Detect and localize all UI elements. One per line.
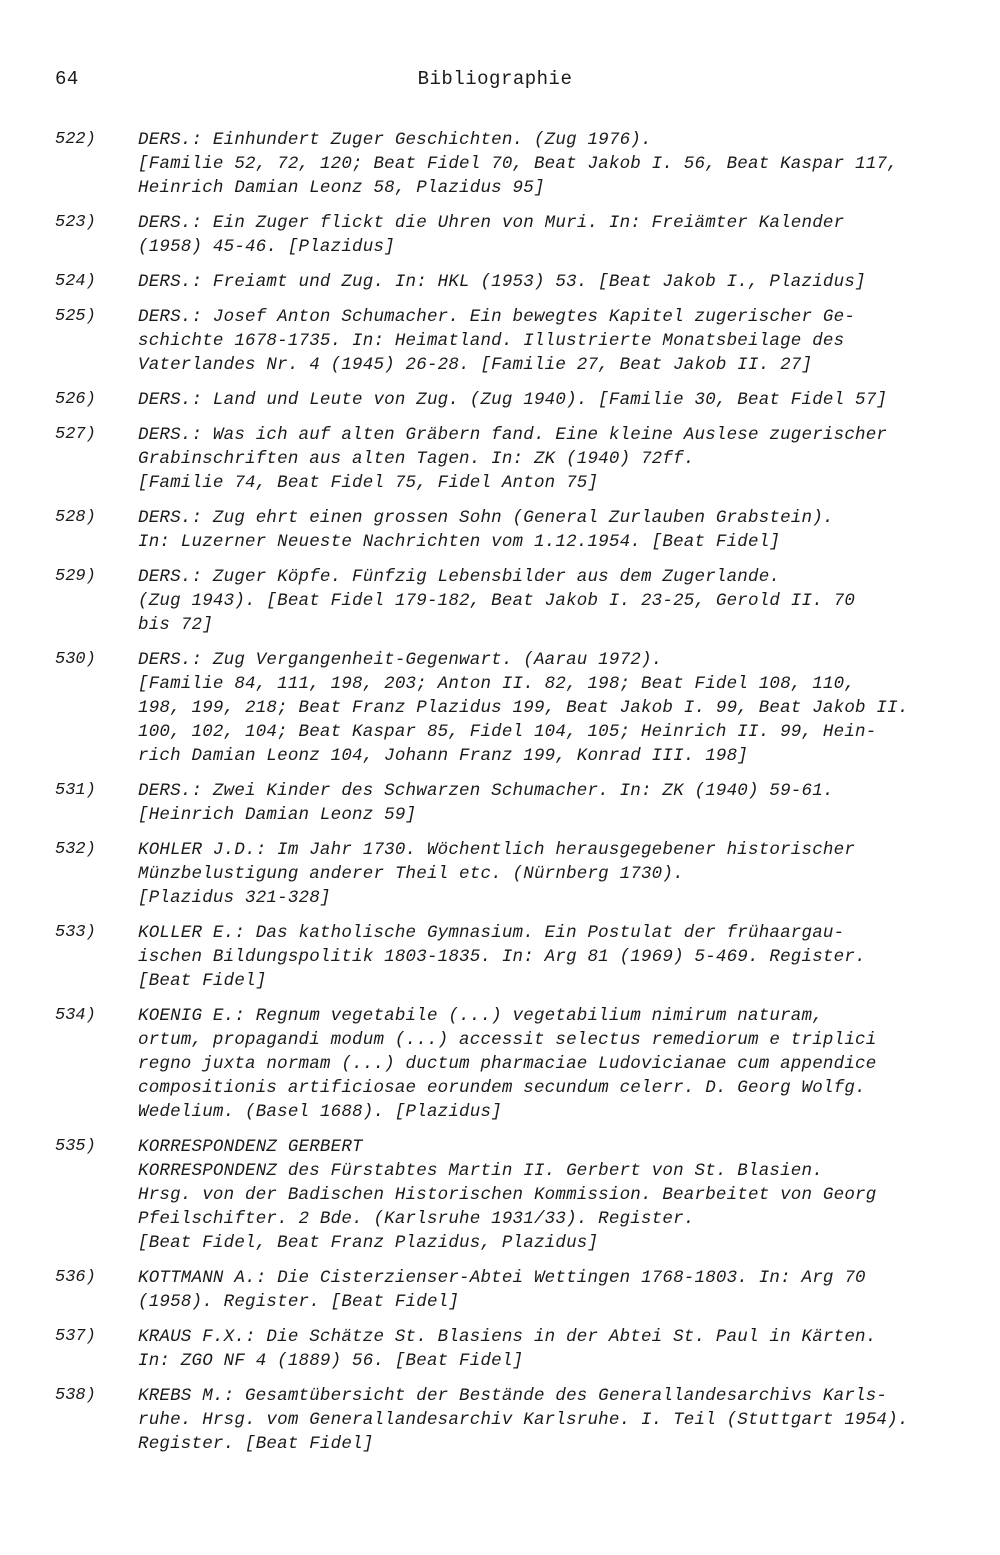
entry-line: KRAUS F.X.: Die Schätze St. Blasiens in der Abtei St. Paul in Kärten. [138,1327,877,1347]
entry-line: bis 72] [138,615,213,635]
bibliography-entry [0,305,1000,377]
entry-line: In: Luzerner Neueste Nachrichten vom 1.12.1954. [Beat Fidel] [138,532,781,552]
page-header [55,68,935,98]
entry-text [138,423,968,495]
entry-number: 523) [55,213,96,232]
entry-number: 525) [55,307,96,326]
entry-number: 531) [55,781,96,800]
entry-number: 532) [55,840,96,859]
entry-line: DERS.: Land und Leute von Zug. (Zug 1940). [Familie 30, Beat Fidel 57] [138,390,888,410]
bibliography-entry [0,1266,1000,1314]
entry-text [138,506,968,554]
bibliography-entry [0,921,1000,993]
entry-line: [Beat Fidel, Beat Franz Plazidus, Plazidus] [138,1233,599,1253]
entry-line: DERS.: Zug ehrt einen grossen Sohn (General Zurlauben Grabstein). [138,508,834,528]
entry-line: Hrsg. von der Badischen Historischen Kommission. Bearbeitet von Georg [138,1185,877,1205]
entry-number: 538) [55,1386,96,1405]
entry-line: [Familie 52, 72, 120; Beat Fidel 70, Beat Jakob I. 56, Beat Kaspar 117, [138,154,898,174]
entry-line: Vaterlandes Nr. 4 (1945) 26-28. [Familie 27, Beat Jakob II. 27] [138,355,813,375]
entry-line: Heinrich Damian Leonz 58, Plazidus 95] [138,178,545,198]
entry-line: regno juxta normam (...) ductum pharmaciae Ludovicianae cum appendice [138,1054,877,1074]
entry-line: Wedelium. (Basel 1688). [Plazidus] [138,1102,502,1122]
entry-text [138,211,968,259]
entry-line: ortum, propagandi modum (...) accessit selectus remediorum e triplici [138,1030,877,1050]
bibliography-entry [0,1004,1000,1124]
bibliography-entry [0,1325,1000,1373]
entry-line: (Zug 1943). [Beat Fidel 179-182, Beat Jakob I. 23-25, Gerold II. 70 [138,591,856,611]
entry-line: (1958) 45-46. [Plazidus] [138,237,395,257]
entry-line: KOHLER J.D.: Im Jahr 1730. Wöchentlich herausgegebener historischer [138,840,856,860]
entry-line: DERS.: Was ich auf alten Gräbern fand. Eine kleine Auslese zugerischer [138,425,888,445]
entry-line: KREBS M.: Gesamtübersicht der Bestände des Generallandesarchivs Karls- [138,1386,888,1406]
entry-line: schichte 1678-1735. In: Heimatland. Illustrierte Monatsbeilage des [138,331,845,351]
entry-line: DERS.: Zwei Kinder des Schwarzen Schumacher. In: ZK (1940) 59-61. [138,781,834,801]
entry-line: DERS.: Josef Anton Schumacher. Ein bewegtes Kapitel zugerischer Ge- [138,307,856,327]
entry-number: 534) [55,1006,96,1025]
entry-number: 524) [55,272,96,291]
entry-line: 100, 102, 104; Beat Kaspar 85, Fidel 104, 105; Heinrich II. 99, Hein- [138,722,877,742]
bibliography-entry [0,270,1000,294]
running-title: Bibliographie [417,68,573,90]
bibliography-entry [0,779,1000,827]
entry-line: DERS.: Einhundert Zuger Geschichten. (Zug 1976). [138,130,652,150]
entry-number: 522) [55,130,96,149]
entry-line: [Familie 84, 111, 198, 203; Anton II. 82, 198; Beat Fidel 108, 110, [138,674,856,694]
entry-number: 535) [55,1137,96,1156]
page-number: 64 [55,68,79,90]
entry-line: KOENIG E.: Regnum vegetabile (...) vegetabilium nimirum naturam, [138,1006,823,1026]
entry-text [138,565,968,637]
entry-number: 533) [55,923,96,942]
entry-text [138,1135,968,1255]
entry-number: 536) [55,1268,96,1287]
entry-text [138,1325,968,1373]
entry-line: 198, 199, 218; Beat Franz Plazidus 199, Beat Jakob I. 99, Beat Jakob II. [138,698,909,718]
entry-line: DERS.: Ein Zuger flickt die Uhren von Muri. In: Freiämter Kalender [138,213,845,233]
entry-line: ischen Bildungspolitik 1803-1835. In: Arg 81 (1969) 5-469. Register. [138,947,866,967]
bibliography-entry [0,838,1000,910]
entry-line: DERS.: Zuger Köpfe. Fünfzig Lebensbilder aus dem Zugerlande. [138,567,781,587]
entry-number: 527) [55,425,96,444]
entry-line: KORRESPONDENZ GERBERT [138,1137,363,1157]
entry-number: 526) [55,390,96,409]
entry-line: [Beat Fidel] [138,971,267,991]
entry-text [138,838,968,910]
entry-number: 528) [55,508,96,527]
entry-line: In: ZGO NF 4 (1889) 56. [Beat Fidel] [138,1351,524,1371]
entry-text [138,128,968,200]
bibliography-entry [0,648,1000,768]
entry-line: [Plazidus 321-328] [138,888,331,908]
entry-line: KORRESPONDENZ des Fürstabtes Martin II. Gerbert von St. Blasien. [138,1161,823,1181]
bibliography-entry [0,565,1000,637]
entry-text [138,1266,968,1314]
entry-text [138,779,968,827]
entry-line: (1958). Register. [Beat Fidel] [138,1292,460,1312]
bibliography-entry [0,388,1000,412]
bibliography-entry [0,128,1000,200]
bibliography-list [0,128,1000,1467]
bibliography-entry [0,1135,1000,1255]
entry-line: Münzbelustigung anderer Theil etc. (Nürnberg 1730). [138,864,684,884]
entry-text [138,270,968,294]
bibliography-entry [0,1384,1000,1456]
entry-text [138,305,968,377]
bibliography-entry [0,211,1000,259]
entry-number: 530) [55,650,96,669]
entry-line: Pfeilschifter. 2 Bde. (Karlsruhe 1931/33). Register. [138,1209,695,1229]
entry-line: [Heinrich Damian Leonz 59] [138,805,417,825]
entry-line: Register. [Beat Fidel] [138,1434,374,1454]
entry-text [138,921,968,993]
entry-line: DERS.: Zug Vergangenheit-Gegenwart. (Aarau 1972). [138,650,663,670]
entry-line: DERS.: Freiamt und Zug. In: HKL (1953) 53. [Beat Jakob I., Plazidus] [138,272,866,292]
entry-number: 537) [55,1327,96,1346]
entry-text [138,388,968,412]
entry-line: KOLLER E.: Das katholische Gymnasium. Ein Postulat der frühaargau- [138,923,845,943]
entry-line: compositionis artificiosae eorundem secundum celerr. D. Georg Wolfg. [138,1078,866,1098]
entry-line: [Familie 74, Beat Fidel 75, Fidel Anton 75] [138,473,599,493]
entry-line: rich Damian Leonz 104, Johann Franz 199, Konrad III. 198] [138,746,748,766]
entry-text [138,1384,968,1456]
entry-line: KOTTMANN A.: Die Cisterzienser-Abtei Wettingen 1768-1803. In: Arg 70 [138,1268,866,1288]
entry-number: 529) [55,567,96,586]
bibliography-entry [0,423,1000,495]
entry-text [138,648,968,768]
bibliography-entry [0,506,1000,554]
entry-text [138,1004,968,1124]
entry-line: ruhe. Hrsg. vom Generallandesarchiv Karlsruhe. I. Teil (Stuttgart 1954). [138,1410,909,1430]
entry-line: Grabinschriften aus alten Tagen. In: ZK (1940) 72ff. [138,449,695,469]
